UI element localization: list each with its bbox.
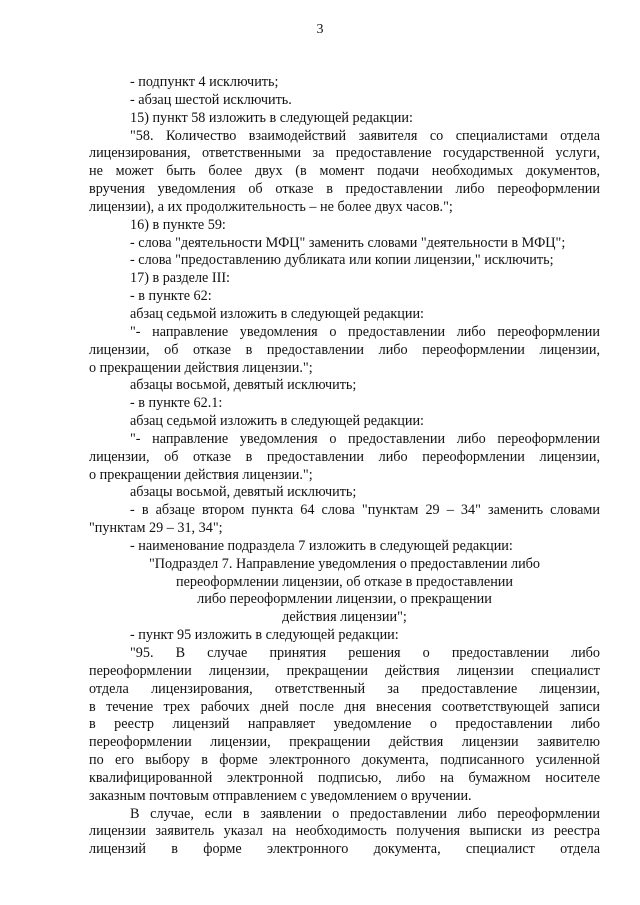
text-line: квалифицированной электронной подписью, либо на бумажном носителе: [89, 769, 600, 786]
text-line: отдела лицензирования, ответственный за предоставление лицензии,: [89, 680, 600, 697]
text-line: о прекращении действия лицензии.";: [89, 466, 313, 483]
text-line: - подпункт 4 исключить;: [130, 74, 279, 90]
text-line: "Подраздел 7. Направление уведомления о предоставлении либо: [148, 555, 540, 572]
text-line: - абзац шестой исключить.: [130, 91, 292, 108]
text-line: "пунктам 29 – 31, 34";: [89, 520, 223, 537]
text-line: "95. В случае принятия решения о предоставлении либо: [130, 645, 600, 661]
text-line: заказным почтовым отправлением с уведомлением о вручении.: [89, 787, 472, 804]
text-line: - слова "предоставлению дубликата или копии лицензии," исключить;: [130, 252, 554, 269]
text-line: - слова "деятельности МФЦ" заменить словами "деятельности в МФЦ";: [130, 234, 566, 251]
text-line: абзац седьмой изложить в следующей редакции:: [130, 413, 425, 430]
text-line: абзац седьмой изложить в следующей редакции:: [130, 305, 425, 322]
text-line: в реестр лицензий направляет уведомление о предоставлении либо: [89, 716, 600, 733]
text-line: лицензий в форме электронного документа, специалист отдела: [89, 841, 600, 858]
text-line: по его выбору в форме электронного документа, подписанного усиленной: [89, 752, 600, 769]
text-line: В случае, если в заявлении о предоставлении либо переоформлении: [130, 805, 600, 822]
text-line: - в пункте 62.1:: [130, 395, 223, 412]
text-line: - пункт 95 изложить в следующей редакции:: [130, 627, 399, 644]
text-line: "- направление уведомления о предоставлении либо переоформлении: [130, 430, 600, 447]
text-line: лицензирования, ответственными за предоставление государственной услуги,: [89, 145, 600, 162]
text-line: 16) в пункте 59:: [130, 216, 226, 233]
text-line: - в абзаце втором пункта 64 слова "пунктам 29 – 34" заменить словами: [130, 502, 600, 519]
text-line: переоформлении лицензии, об отказе в предоставлении: [176, 573, 513, 590]
text-line: 17) в разделе III:: [130, 270, 230, 287]
text-line: не может быть более двух (в момент подачи необходимых документов,: [89, 163, 600, 180]
text-line: - наименование подраздела 7 изложить в следующей редакции:: [130, 537, 513, 554]
text-line: "- направление уведомления о предоставлении либо переоформлении: [130, 323, 600, 340]
text-line: переоформлении лицензии, прекращении действия лицензии заявителю: [89, 734, 600, 751]
text-line: либо переоформлении лицензии, о прекращении: [197, 591, 492, 608]
text-line: "58. Количество взаимодействий заявителя со специалистами отдела: [130, 127, 600, 144]
page-number: 3: [316, 22, 324, 37]
text-line: лицензии), а их продолжительность – не более двух часов.";: [89, 198, 453, 215]
text-line: 15) пункт 58 изложить в следующей редакции:: [130, 109, 413, 126]
text-line: действия лицензии";: [282, 609, 407, 626]
text-line: лицензии, об отказе в предоставлении либо переоформлении лицензии,: [89, 448, 600, 465]
text-line: о прекращении действия лицензии.";: [89, 359, 313, 376]
text-line: - в пункте 62:: [130, 288, 212, 305]
text-line: лицензии заявитель указал на необходимость получения выписки из реестра: [89, 823, 600, 840]
text-line: вручения уведомления об отказе в предоставлении либо переоформлении: [89, 181, 600, 198]
text-line: в течение трех рабочих дней после дня внесения соответствующей записи: [89, 698, 600, 715]
document-body: [89, 74, 600, 859]
text-line: абзацы восьмой, девятый исключить;: [130, 484, 357, 501]
text-line: абзацы восьмой, девятый исключить;: [130, 377, 357, 394]
text-line: лицензии, об отказе в предоставлении либо переоформлении лицензии,: [89, 341, 600, 358]
text-line: переоформлении лицензии, прекращении действия лицензии специалист: [89, 662, 600, 679]
